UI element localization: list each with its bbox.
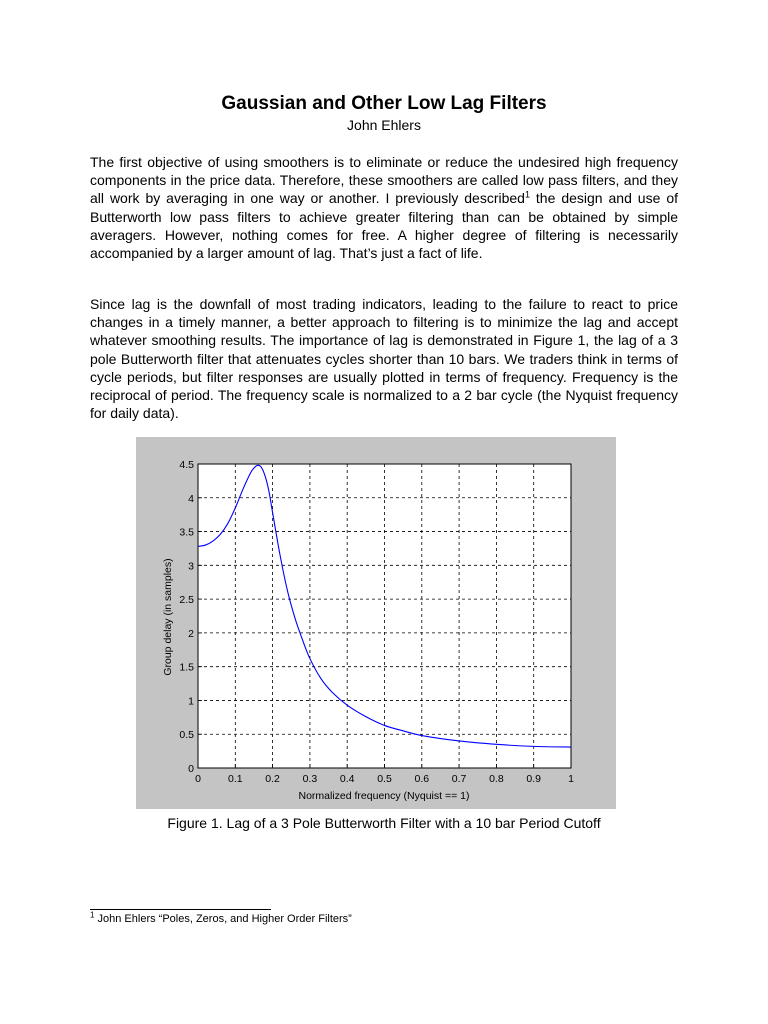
- figure-caption: Figure 1. Lag of a 3 Pole Butterworth Filter with a 10 bar Period Cutoff: [167, 815, 601, 831]
- paragraph-intro-text-a: The first objective of using smoothers is to eliminate or reduce the undesired high frequency components in the price data. Therefore, these smoothers are called low pass filters, and they all work by averaging in one way or another. I previously described: [90, 154, 678, 207]
- x-tick-label: 0.5: [377, 773, 392, 785]
- y-tick-label: 1: [188, 695, 194, 708]
- x-tick-label: 0.6: [414, 773, 430, 785]
- figure-1: [136, 437, 616, 809]
- group-delay-chart: [136, 437, 616, 809]
- y-tick-label: 1.5: [179, 661, 194, 674]
- x-tick-label: 0.1: [227, 773, 243, 785]
- y-tick-label: 2.5: [179, 594, 194, 607]
- x-tick-label: 0.2: [265, 773, 280, 785]
- x-tick-label: 1: [568, 773, 574, 785]
- footnote-reference: 1: [524, 189, 530, 200]
- x-tick-label: 0.7: [451, 773, 467, 785]
- y-tick-label: 0: [188, 763, 194, 775]
- paragraph-intro: [90, 153, 678, 262]
- x-axis-label: Normalized frequency (Nyquist == 1): [298, 790, 470, 802]
- y-tick-label: 3.5: [179, 526, 194, 539]
- x-tick-label: 0: [195, 773, 201, 785]
- x-tick-label: 0.4: [339, 773, 355, 785]
- y-tick-label: 2: [188, 627, 194, 640]
- author-name: John Ehlers: [347, 117, 421, 133]
- y-tick-label: 4: [188, 492, 194, 505]
- y-tick-label: 4.5: [179, 459, 194, 471]
- x-tick-label: 0.3: [302, 773, 318, 785]
- y-axis-label: Group delay (in samples): [162, 558, 174, 676]
- footnote-mark: 1: [90, 910, 95, 920]
- x-tick-label: 0.9: [526, 773, 542, 785]
- x-tick-label: 0.8: [489, 773, 504, 785]
- document-title: Gaussian and Other Low Lag Filters: [221, 93, 547, 114]
- y-tick-label: 0.5: [179, 729, 194, 742]
- y-tick-label: 3: [188, 560, 194, 573]
- footnote: [90, 910, 352, 925]
- paragraph-intro-text-b: the design and use of Butterworth low pass filters to achieve greater filtering than can be obtained by simple averagers. However, nothing comes for free. A higher degree of filtering is necessarily accompanied by a larger amount of lag. That’s just a fact of life.: [90, 190, 678, 262]
- footnote-divider: [90, 909, 271, 910]
- footnote-text: John Ehlers “Poles, Zeros, and Higher Order Filters”: [97, 913, 352, 925]
- paragraph-lag: Since lag is the downfall of most trading indicators, leading to the failure to react to price changes in a timely manner, a better approach to filtering is to minimize the lag and accept whatever smoothing results. The importance of lag is demonstrated in Figure 1, the lag of a 3 pole Butterworth filter that attenuates cycles shorter than 10 bars. We traders think in terms of cycle periods, but filter responses are usually plotted in terms of frequency. Frequency is the reciprocal of period. The frequency scale is normalized to a 2 bar cycle (the Nyquist frequency for daily data).: [90, 296, 678, 422]
